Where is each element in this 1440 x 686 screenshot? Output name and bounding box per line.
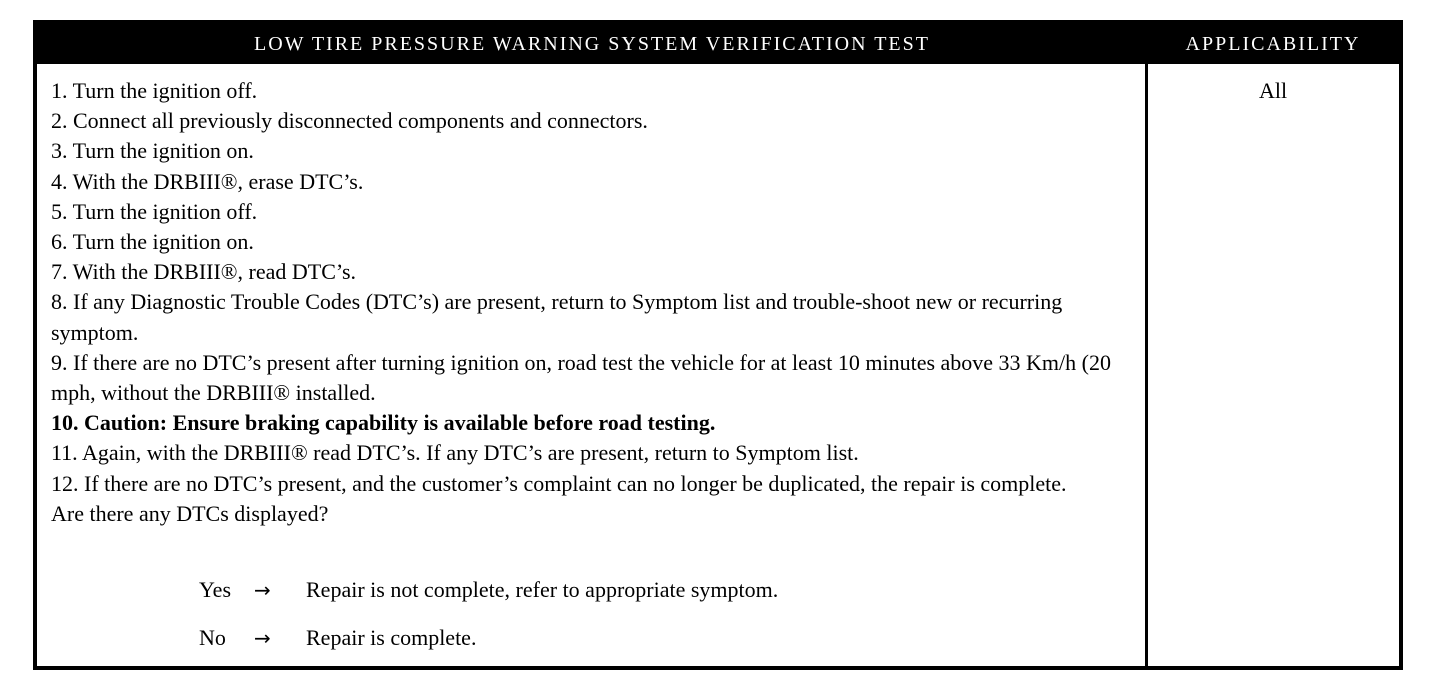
- step-4: 4. With the DRBIII®, erase DTC’s.: [51, 168, 364, 194]
- arrow-right-icon: →: [254, 578, 271, 602]
- answer-no-key: No: [199, 625, 226, 650]
- step-12: 12. If there are no DTC’s present, and the customer’s complaint can no longer be duplicated, the repair is complete.: [51, 470, 1067, 496]
- applicability-value: All: [1258, 78, 1288, 103]
- step-11: 11. Again, with the DRBIII® read DTC’s. If any DTC’s are present, return to Symptom list.: [51, 440, 859, 466]
- step-6: 6. Turn the ignition on.: [51, 229, 254, 255]
- answer-yes: [199, 576, 778, 604]
- step-8: 8. If any Diagnostic Trouble Codes (DTC’s) are present, return to Symptom list and trouble-shoot new or recurring symptom.: [51, 289, 1063, 345]
- step-2: 2. Connect all previously disconnected components and connectors.: [51, 108, 648, 134]
- step-10-caution: 10. Caution: Ensure braking capability is available before road testing.: [51, 410, 716, 436]
- table-header: [37, 24, 1399, 64]
- step-9: 9. If there are no DTC’s present after turning ignition on, road test the vehicle for at least 10 minutes above 33 Km/h (20 mph, without the DRBIII® installed.: [51, 349, 1111, 406]
- arrow-right-icon: →: [254, 626, 271, 650]
- answer-yes-key: Yes: [199, 577, 232, 602]
- step-7: 7. With the DRBIII®, read DTC’s.: [51, 259, 357, 285]
- column-divider: [1145, 64, 1148, 666]
- step-1: 1. Turn the ignition off.: [51, 78, 258, 103]
- verification-test-table: [33, 20, 1403, 670]
- test-steps: [51, 76, 1141, 529]
- answer-yes-text: Repair is not complete, refer to appropriate symptom.: [306, 577, 779, 602]
- answer-no: [199, 624, 778, 652]
- applicability-header: APPLICABILITY: [1185, 32, 1361, 55]
- answer-list: [199, 576, 778, 672]
- question-text: Are there any DTCs displayed?: [51, 500, 329, 526]
- answer-no-text: Repair is complete.: [306, 625, 477, 650]
- table-title: LOW TIRE PRESSURE WARNING SYSTEM VERIFICATION TEST: [254, 32, 930, 55]
- step-5: 5. Turn the ignition off.: [51, 198, 258, 224]
- step-3: 3. Turn the ignition on.: [51, 138, 254, 164]
